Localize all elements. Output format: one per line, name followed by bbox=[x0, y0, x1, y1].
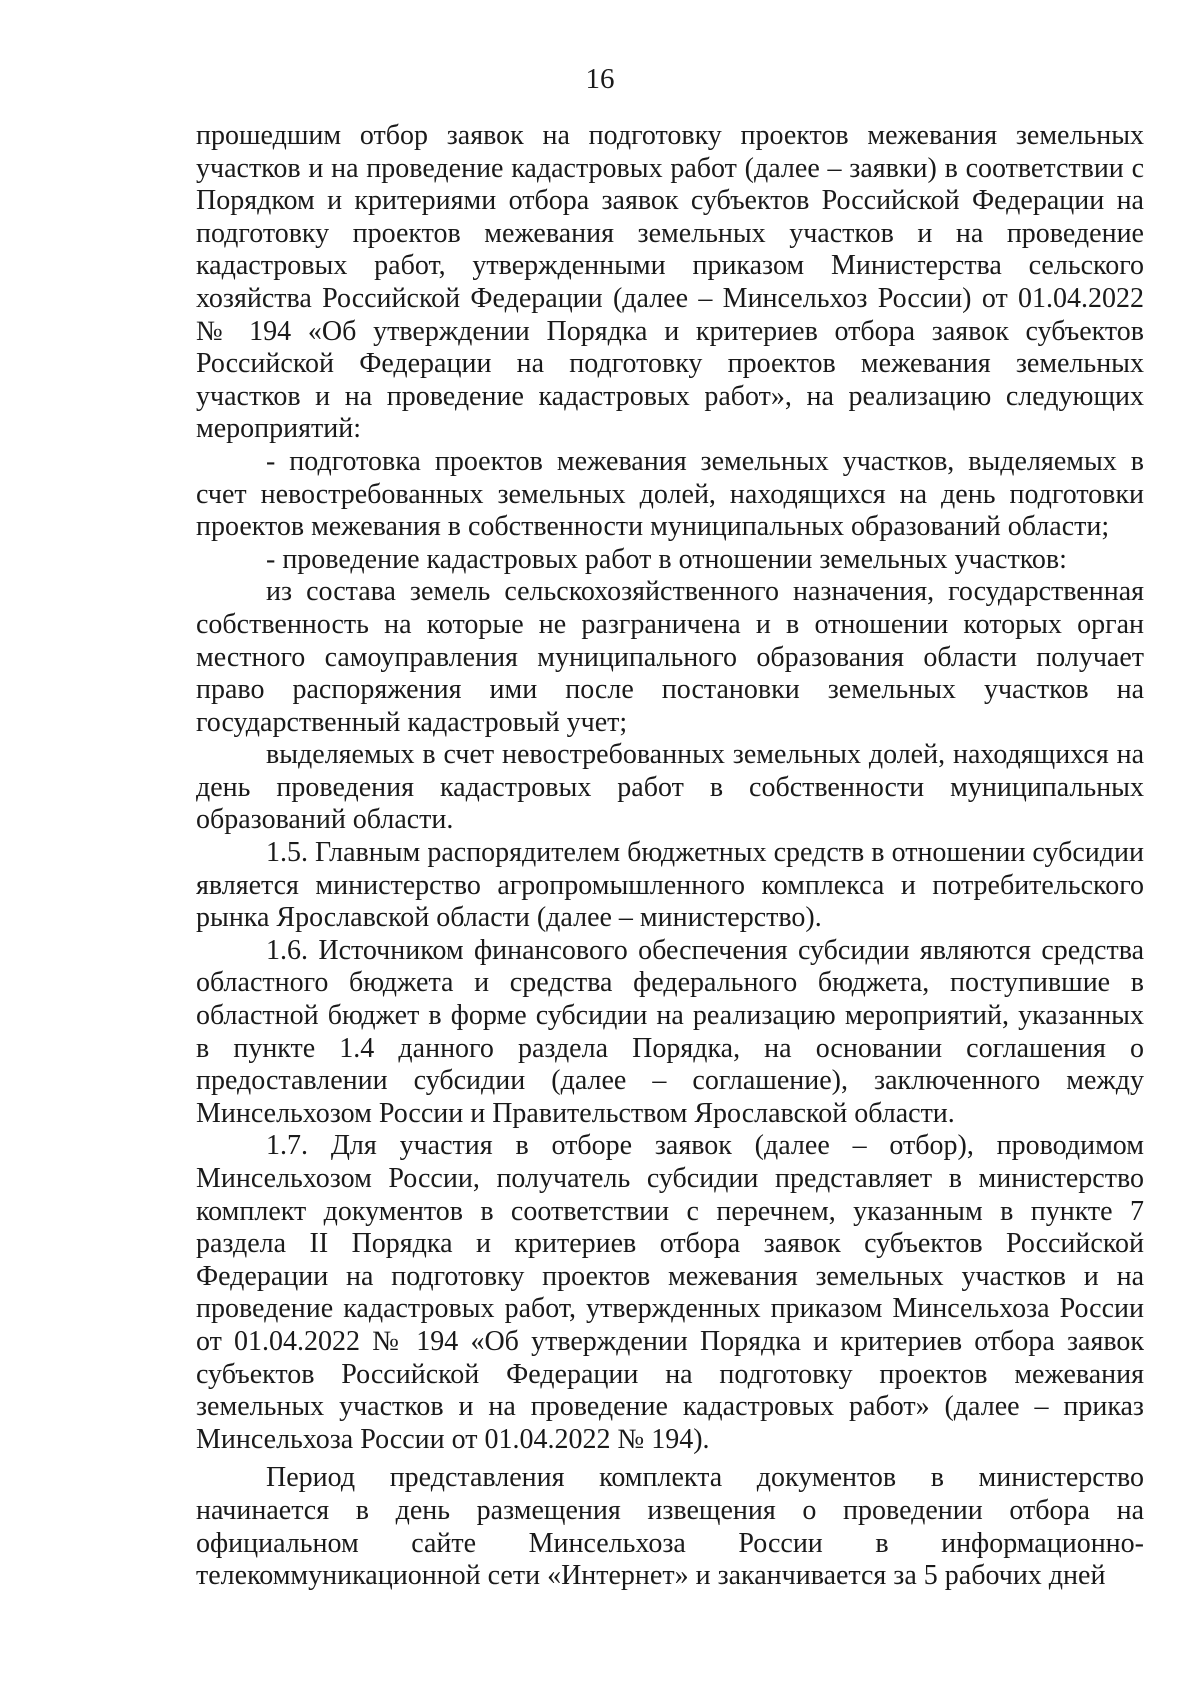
paragraph-agricultural-lands: из состава земель сельскохозяйственного назначения, государственная собственность на которые не разграничена и в отношении которых орган местного самоуправления муниципального образования области получает право распоряжения ими после постановки земельных участков на государственный кадастровый учет; bbox=[196, 576, 1144, 738]
page-number: 16 bbox=[585, 63, 615, 95]
paragraph-list-item-survey-projects: - подготовка проектов межевания земельных участков, выделяемых в счет невостребованных земельных долей, находящихся на день подготовки проектов межевания в собственности муниципальных образований области; bbox=[196, 445, 1144, 543]
paragraph-intro-continuation: прошедшим отбор заявок на подготовку проектов межевания земельных участков и на проведение кадастровых работ (далее – заявки) в соответствии с Порядком и критериями отбора заявок субъектов Российской Федерации на подготовку проектов межевания земельных участков и на проведение кадастровых работ, утвержденными приказом Министерства сельского хозяйства Российской Федерации (далее – Минсельхоз России) от 01.04.2022 № 194 «Об утверждении Порядка и критериев отбора заявок субъектов Российской Федерации на подготовку проектов межевания земельных участков и на проведение кадастровых работ», на реализацию следующих мероприятий: bbox=[196, 120, 1144, 445]
paragraph-clause-1-6: 1.6. Источником финансового обеспечения субсидии являются средства областного бюджета и средства федерального бюджета, поступившие в областной бюджет в форме субсидии на реализацию мероприятий, указанных в пункте 1.4 данного раздела Порядка, на основании соглашения о предоставлении субсидии (далее – соглашение), заключенного между Минсельхозом России и Правительством Ярославской области. bbox=[196, 934, 1144, 1129]
paragraph-clause-1-7: 1.7. Для участия в отборе заявок (далее – отбор), проводимом Минсельхозом России, получатель субсидии представляет в министерство комплект документов в соответствии с перечнем, указанным в пункте 7 раздела II Порядка и критериев отбора заявок субъектов Российской Федерации на подготовку проектов межевания земельных участков и на проведение кадастровых работ, утвержденных приказом Минсельхоза России от 01.04.2022 № 194 «Об утверждении Порядка и критериев отбора заявок субъектов Российской Федерации на подготовку проектов межевания земельных участков и на проведение кадастровых работ» (далее – приказ Минсельхоза России от 01.04.2022 № 194). bbox=[196, 1130, 1144, 1455]
document-body bbox=[196, 120, 1144, 1593]
paragraph-unclaimed-shares: выделяемых в счет невостребованных земельных долей, находящихся на день проведения кадастровых работ в собственности муниципальных образований области. bbox=[196, 739, 1144, 836]
paragraph-list-item-cadastral-works: - проведение кадастровых работ в отношении земельных участков: bbox=[266, 543, 1067, 575]
paragraph-clause-1-5: 1.5. Главным распорядителем бюджетных средств в отношении субсидии является министерство агропромышленного комплекса и потребительского рынка Ярославской области (далее – министерство). bbox=[196, 837, 1144, 934]
paragraph-submission-period: Период представления комплекта документов в министерство начинается в день размещения извещения о проведении отбора на официальном сайте Минсельхоза России в информационно-телекоммуникационной сети «Интернет» и заканчивается за 5 рабочих дней bbox=[196, 1462, 1144, 1592]
